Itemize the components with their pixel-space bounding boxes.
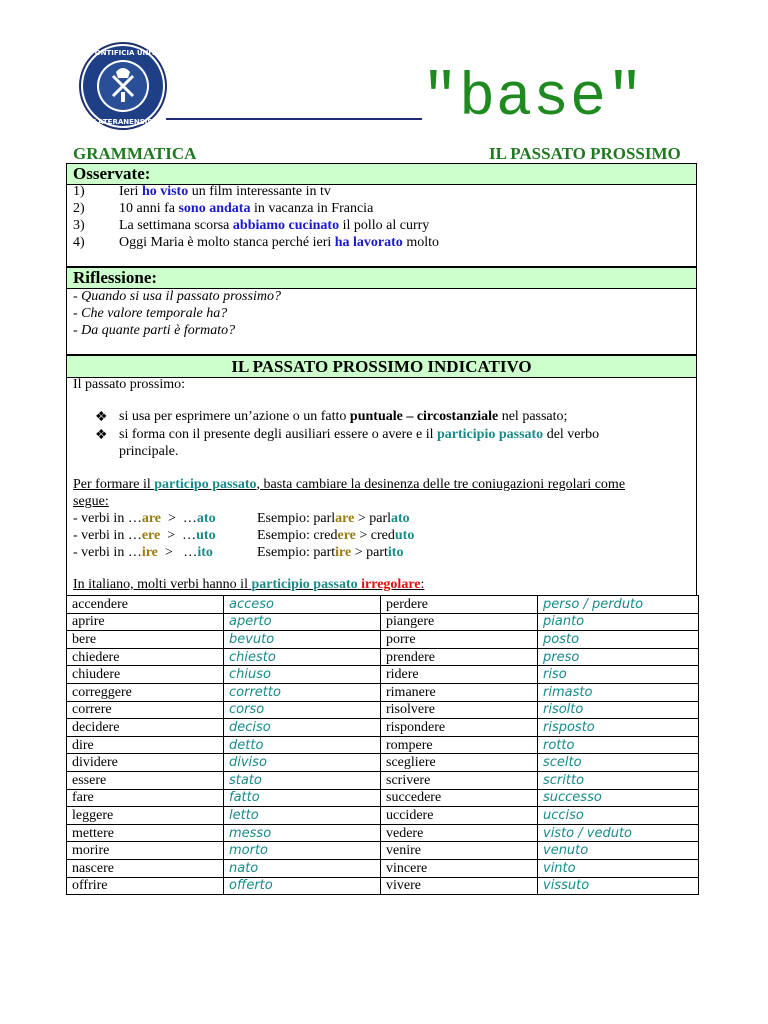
infinitive-cell: vivere bbox=[381, 877, 538, 895]
table-row bbox=[67, 683, 699, 701]
participle-cell: fatto bbox=[224, 789, 381, 807]
infinitive-cell: nascere bbox=[67, 859, 224, 877]
participle-cell: perso / perduto bbox=[538, 596, 699, 614]
infinitive-cell: risolvere bbox=[381, 701, 538, 719]
infinitive-cell: mettere bbox=[67, 824, 224, 842]
participle-cell: diviso bbox=[224, 754, 381, 772]
participle-cell: risposto bbox=[538, 719, 699, 737]
infinitive-cell: aprire bbox=[67, 613, 224, 631]
infinitive-cell: prendere bbox=[381, 648, 538, 666]
infinitive-cell: vincere bbox=[381, 859, 538, 877]
irregular-verbs-table bbox=[66, 595, 699, 895]
infinitive-cell: rispondere bbox=[381, 719, 538, 737]
infinitive-cell: bere bbox=[67, 631, 224, 649]
participle-cell: preso bbox=[538, 648, 699, 666]
title-underline bbox=[166, 118, 422, 120]
participle-cell: ucciso bbox=[538, 807, 699, 825]
question: - Quando si usa il passato prossimo? bbox=[73, 289, 281, 304]
participle-cell: nato bbox=[224, 859, 381, 877]
participle-cell: scelto bbox=[538, 754, 699, 772]
question: - Che valore temporale ha? bbox=[73, 306, 228, 321]
infinitive-cell: decidere bbox=[67, 719, 224, 737]
table-row bbox=[67, 596, 699, 614]
osservate-item: 2) bbox=[73, 201, 85, 216]
osservate-sentence: 10 anni fa sono andata in vacanza in Francia bbox=[119, 201, 374, 216]
infinitive-cell: dividere bbox=[67, 754, 224, 772]
infinitive-cell: chiudere bbox=[67, 666, 224, 684]
section-label-grammatica: GRAMMATICA bbox=[73, 144, 197, 163]
participle-cell: riso bbox=[538, 666, 699, 684]
page-title: "base" bbox=[422, 65, 645, 133]
table-row bbox=[67, 771, 699, 789]
table-row bbox=[67, 824, 699, 842]
bullet-text: si usa per esprimere un’azione o un fatto puntuale – circostanziale nel passato; bbox=[119, 409, 568, 424]
osservate-sentence: La settimana scorsa abbiamo cucinato il pollo al curry bbox=[119, 218, 430, 233]
participle-cell: posto bbox=[538, 631, 699, 649]
riflessione-heading: Riflessione: bbox=[67, 268, 696, 289]
participle-cell: corretto bbox=[224, 683, 381, 701]
rule-example: Esempio: partire > partito bbox=[257, 545, 404, 560]
infinitive-cell: ridere bbox=[381, 666, 538, 684]
table-row bbox=[67, 648, 699, 666]
participle-cell: detto bbox=[224, 736, 381, 754]
osservate-heading: Osservate: bbox=[67, 164, 696, 185]
participle-cell: deciso bbox=[224, 719, 381, 737]
intro-text: Il passato prossimo: bbox=[73, 377, 185, 392]
rule-example: Esempio: credere > creduto bbox=[257, 528, 415, 543]
table-row bbox=[67, 719, 699, 737]
participle-cell: risolto bbox=[538, 701, 699, 719]
infinitive-cell: accendere bbox=[67, 596, 224, 614]
rule-row: - verbi in …ere > …uto bbox=[73, 528, 216, 543]
formare-text-cont: segue: bbox=[73, 494, 109, 509]
bullet-icon: ❖ bbox=[95, 410, 108, 425]
bullet-icon: ❖ bbox=[95, 428, 108, 443]
table-row bbox=[67, 736, 699, 754]
rule-row: - verbi in …are > …ato bbox=[73, 511, 216, 526]
infinitive-cell: rompere bbox=[381, 736, 538, 754]
topic-label: IL PASSATO PROSSIMO bbox=[489, 144, 681, 163]
svg-text:LATERANENSIS: LATERANENSIS bbox=[93, 118, 153, 126]
osservate-item: 4) bbox=[73, 235, 85, 250]
participle-cell: venuto bbox=[538, 842, 699, 860]
infinitive-cell: succedere bbox=[381, 789, 538, 807]
osservate-item: 3) bbox=[73, 218, 85, 233]
participle-cell: messo bbox=[224, 824, 381, 842]
osservate-box bbox=[66, 163, 697, 267]
participle-cell: rimasto bbox=[538, 683, 699, 701]
infinitive-cell: perdere bbox=[381, 596, 538, 614]
infinitive-cell: scegliere bbox=[381, 754, 538, 772]
riflessione-box bbox=[66, 267, 697, 355]
participle-cell: corso bbox=[224, 701, 381, 719]
rule-row: - verbi in …ire > …ito bbox=[73, 545, 213, 560]
infinitive-cell: vedere bbox=[381, 824, 538, 842]
infinitive-cell: porre bbox=[381, 631, 538, 649]
infinitive-cell: morire bbox=[67, 842, 224, 860]
table-row bbox=[67, 842, 699, 860]
table-row bbox=[67, 666, 699, 684]
participle-cell: visto / veduto bbox=[538, 824, 699, 842]
participle-cell: chiuso bbox=[224, 666, 381, 684]
question: - Da quante parti è formato? bbox=[73, 323, 236, 338]
bullet-text: si forma con il presente degli ausiliari essere o avere e il participio passato del verbo bbox=[119, 427, 600, 442]
table-row bbox=[67, 789, 699, 807]
infinitive-cell: fare bbox=[67, 789, 224, 807]
infinitive-cell: uccidere bbox=[381, 807, 538, 825]
participle-cell: offerto bbox=[224, 877, 381, 895]
participle-cell: aperto bbox=[224, 613, 381, 631]
participle-cell: bevuto bbox=[224, 631, 381, 649]
indicativo-box bbox=[66, 355, 697, 596]
infinitive-cell: venire bbox=[381, 842, 538, 860]
formare-text: Per formare il participo passato, basta cambiare la desinenza delle tre coniugazioni regolari come bbox=[73, 477, 626, 492]
bullet-text-cont: principale. bbox=[119, 444, 179, 459]
infinitive-cell: rimanere bbox=[381, 683, 538, 701]
osservate-sentence: Ieri ho visto un film interessante in tv bbox=[119, 184, 331, 199]
infinitive-cell: correre bbox=[67, 701, 224, 719]
participle-cell: pianto bbox=[538, 613, 699, 631]
participle-cell: stato bbox=[224, 771, 381, 789]
osservate-item: 1) bbox=[73, 184, 85, 199]
table-row bbox=[67, 631, 699, 649]
participle-cell: acceso bbox=[224, 596, 381, 614]
table-row bbox=[67, 701, 699, 719]
table-row bbox=[67, 754, 699, 772]
rule-example: Esempio: parlare > parlato bbox=[257, 511, 410, 526]
participle-cell: chiesto bbox=[224, 648, 381, 666]
infinitive-cell: dire bbox=[67, 736, 224, 754]
indicativo-heading: IL PASSATO PROSSIMO INDICATIVO bbox=[67, 356, 696, 378]
participle-cell: vinto bbox=[538, 859, 699, 877]
participle-cell: rotto bbox=[538, 736, 699, 754]
irregolari-text: In italiano, molti verbi hanno il participio passato irregolare: bbox=[73, 577, 425, 592]
infinitive-cell: chiedere bbox=[67, 648, 224, 666]
table-row bbox=[67, 859, 699, 877]
osservate-sentence: Oggi Maria è molto stanca perché ieri ha lavorato molto bbox=[119, 235, 439, 250]
infinitive-cell: piangere bbox=[381, 613, 538, 631]
infinitive-cell: leggere bbox=[67, 807, 224, 825]
table-row bbox=[67, 877, 699, 895]
infinitive-cell: scrivere bbox=[381, 771, 538, 789]
table-row bbox=[67, 807, 699, 825]
participle-cell: morto bbox=[224, 842, 381, 860]
infinitive-cell: correggere bbox=[67, 683, 224, 701]
participle-cell: scritto bbox=[538, 771, 699, 789]
infinitive-cell: essere bbox=[67, 771, 224, 789]
participle-cell: letto bbox=[224, 807, 381, 825]
participle-cell: vissuto bbox=[538, 877, 699, 895]
infinitive-cell: offrire bbox=[67, 877, 224, 895]
university-seal-logo bbox=[79, 42, 167, 130]
svg-text:PONTIFICIA UNIV: PONTIFICIA UNIV bbox=[89, 49, 157, 57]
participle-cell: successo bbox=[538, 789, 699, 807]
table-row bbox=[67, 613, 699, 631]
